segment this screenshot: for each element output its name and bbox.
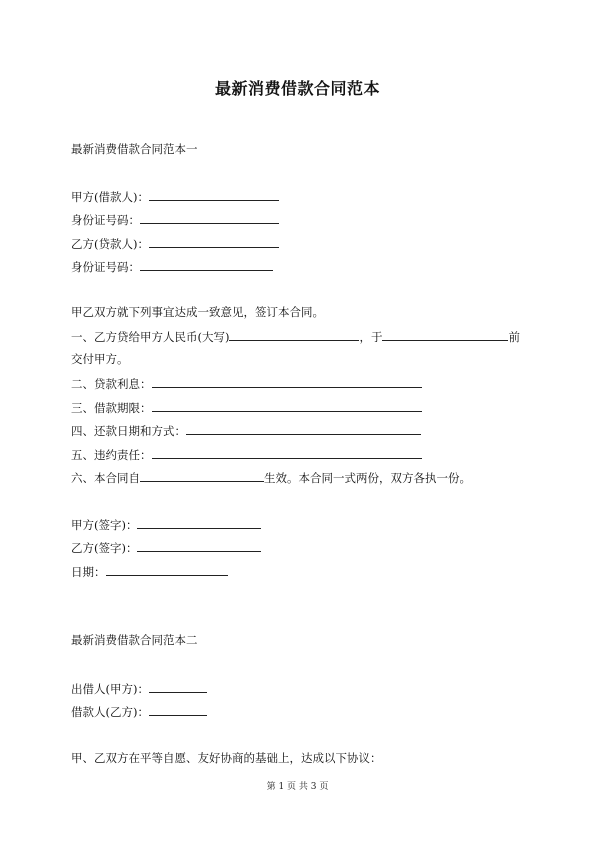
- party-b-blank: [149, 235, 279, 248]
- page-footer: 第 1 页 共 3 页: [266, 782, 329, 792]
- clause-3-label: 三、借款期限：: [71, 401, 152, 415]
- id-a-blank: [140, 211, 279, 224]
- clause-3-row: [71, 399, 422, 416]
- borrower-row: [71, 703, 207, 720]
- clause-4-row: [71, 422, 421, 439]
- sign-a-blank: [137, 516, 261, 529]
- party-b-label: 乙方(贷款人)：: [71, 237, 149, 251]
- date-label: 日期：: [71, 565, 106, 579]
- clause-1-date-blank: [382, 328, 508, 341]
- id-b-row: [71, 258, 273, 275]
- sign-b-label: 乙方(签字)：: [71, 541, 138, 555]
- clause-6-text-a: 六、本合同自: [71, 471, 140, 485]
- clause-4-label: 四、还款日期和方式：: [71, 424, 186, 438]
- sign-b-row: [71, 539, 261, 556]
- clause-2-label: 二、贷款利息：: [71, 377, 152, 391]
- lender-row: [71, 680, 207, 697]
- party-a-blank: [149, 188, 279, 201]
- clause-1-row: [71, 328, 520, 345]
- sign-a-label: 甲方(签字)：: [71, 518, 138, 532]
- clause-1-continuation: 交付甲方。: [71, 352, 129, 366]
- date-row: [71, 563, 228, 580]
- clause-1-text-b: ，于: [359, 330, 383, 344]
- date-blank: [106, 563, 228, 576]
- party-a-row: [71, 188, 279, 205]
- document-title: 最新消费借款合同范本: [214, 79, 380, 98]
- clause-1-text-a: 一、乙方贷给甲方人民币(大写): [71, 330, 230, 344]
- clause-6-text-b: 生效。本合同一式两份，双方各执一份。: [264, 471, 471, 485]
- clause-6-blank: [140, 469, 264, 482]
- clause-4-blank: [186, 422, 421, 435]
- clause-2-row: [71, 375, 422, 392]
- sign-a-row: [71, 516, 261, 533]
- clause-1-text-c: 前: [508, 330, 520, 344]
- borrower-blank: [149, 703, 207, 716]
- clause-5-label: 五、违约责任：: [71, 448, 152, 462]
- clause-6-row: [71, 469, 471, 486]
- clause-3-blank: [152, 399, 422, 412]
- party-b-row: [71, 235, 279, 252]
- clause-2-blank: [152, 375, 422, 388]
- clause-5-blank: [152, 446, 422, 459]
- clause-1-amount-blank: [229, 328, 359, 341]
- clause-5-row: [71, 446, 422, 463]
- template-two-intro: 甲、乙双方在平等自愿、友好协商的基础上，达成以下协议：: [71, 751, 382, 765]
- template-one-intro: 甲乙双方就下列事宜达成一致意见，签订本合同。: [71, 305, 324, 319]
- id-b-label: 身份证号码：: [71, 260, 140, 274]
- id-a-label: 身份证号码：: [71, 213, 140, 227]
- lender-blank: [149, 680, 207, 693]
- borrower-label: 借款人(乙方)：: [71, 705, 149, 719]
- lender-label: 出借人(甲方)：: [71, 682, 149, 696]
- template-two-heading: 最新消费借款合同范本二: [71, 633, 198, 647]
- id-b-blank: [140, 258, 273, 271]
- id-a-row: [71, 211, 279, 228]
- sign-b-blank: [137, 539, 261, 552]
- template-one-heading: 最新消费借款合同范本一: [71, 142, 198, 156]
- party-a-label: 甲方(借款人)：: [71, 190, 149, 204]
